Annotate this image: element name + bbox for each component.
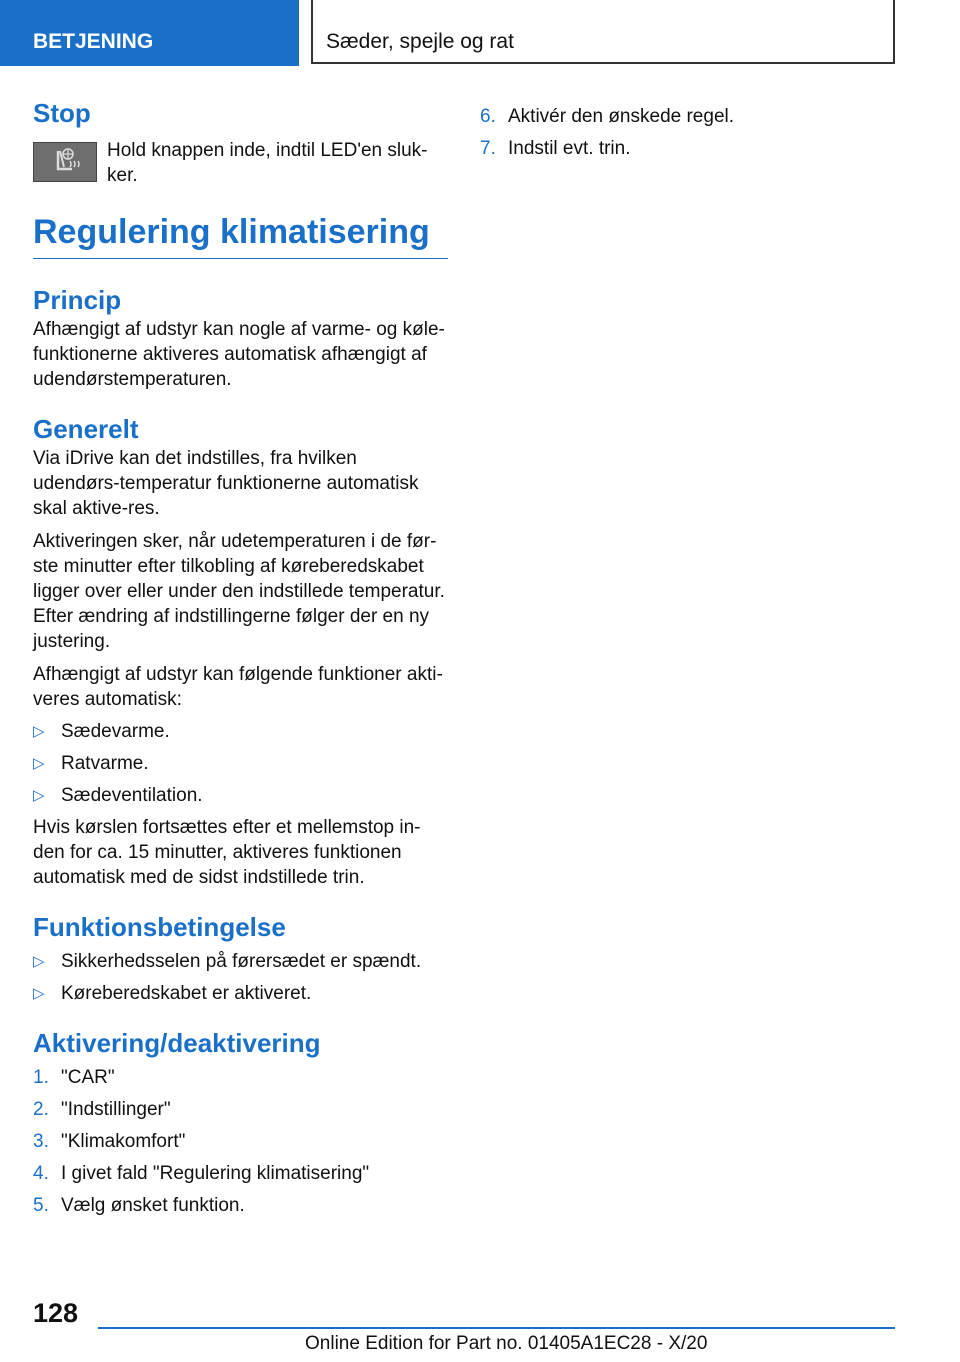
step-number: 7. bbox=[480, 138, 496, 159]
header-section-label: BETJENING bbox=[33, 30, 154, 53]
bullet-icon: ▷ bbox=[33, 953, 45, 970]
seat-ventilation-button-icon bbox=[33, 142, 97, 182]
generelt-heading: Generelt bbox=[33, 414, 139, 444]
list-item: 2. "Indstillinger" bbox=[33, 1099, 171, 1120]
list-item: ▷ Ratvarme. bbox=[33, 753, 149, 774]
footer-edition: Online Edition for Part no. 01405A1EC28 - X/20 bbox=[305, 1333, 708, 1354]
aktivering-heading: Aktivering/deaktivering bbox=[33, 1028, 321, 1058]
list-item: 3. "Klimakomfort" bbox=[33, 1131, 186, 1152]
bullet-icon: ▷ bbox=[33, 787, 45, 804]
generelt-paragraph-4: Hvis kørslen fortsættes efter et mellemstop in-den for ca. 15 minutter, aktiveres funktionen automatisk med de sidst indstillede trin. bbox=[33, 817, 421, 888]
step-number: 3. bbox=[33, 1131, 49, 1152]
left-column bbox=[33, 98, 448, 1218]
page-number: 128 bbox=[33, 1298, 79, 1328]
list-item: 4. I givet fald "Regulering klimatisering" bbox=[33, 1163, 370, 1184]
princip-text: Afhængigt af udstyr kan nogle af varme- og køle-funktionerne aktiveres automatisk afhængigt af udendørstemperaturen. bbox=[33, 319, 445, 390]
step-number: 2. bbox=[33, 1099, 49, 1120]
generelt-paragraph-3: Afhængigt af udstyr kan følgende funktioner akti-veres automatisk: bbox=[33, 664, 443, 710]
header-chapter-box bbox=[311, 0, 895, 64]
list-item: 7. Indstil evt. trin. bbox=[480, 138, 631, 159]
funktionsbetingelse-heading: Funktionsbetingelse bbox=[33, 912, 286, 942]
list-item: ▷ Sædeventilation. bbox=[33, 785, 203, 806]
bullet-icon: ▷ bbox=[33, 755, 45, 772]
funktionsbetingelse-bullet-list bbox=[33, 949, 448, 1006]
stop-text: Hold knappen inde, indtil LED'en sluk-ker. bbox=[107, 140, 428, 186]
stop-row bbox=[33, 138, 448, 196]
aktivering-steps-list bbox=[33, 1065, 448, 1218]
stop-heading: Stop bbox=[33, 98, 91, 128]
generelt-bullet-list bbox=[33, 719, 448, 808]
step-number: 1. bbox=[33, 1067, 49, 1088]
step-number: 4. bbox=[33, 1163, 49, 1184]
right-column bbox=[480, 104, 900, 161]
list-item: 1. "CAR" bbox=[33, 1067, 115, 1088]
bullet-icon: ▷ bbox=[33, 723, 45, 740]
step-number: 6. bbox=[480, 106, 496, 127]
bullet-icon: ▷ bbox=[33, 985, 45, 1002]
list-item: ▷ Køreberedskabet er aktiveret. bbox=[33, 983, 312, 1004]
list-item: 5. Vælg ønsket funktion. bbox=[33, 1195, 245, 1216]
list-item: ▷ Sikkerhedsselen på førersædet er spændt. bbox=[33, 951, 422, 972]
generelt-paragraph-2: Aktiveringen sker, når udetemperaturen i de før-ste minutter efter tilkobling af køreberedskabet ligger over eller under den indstillede temperatur. Efter ændring af indstillingerne følger der en ny justering. bbox=[33, 531, 445, 652]
list-item: 6. Aktivér den ønskede regel. bbox=[480, 106, 735, 127]
generelt-paragraph-1: Via iDrive kan det indstilles, fra hvilken udendørs-temperatur funktionerne automatisk skal aktive-res. bbox=[33, 448, 419, 519]
header-chapter-label: Sæder, spejle og rat bbox=[326, 30, 514, 53]
footer-divider bbox=[98, 1327, 895, 1329]
main-title: Regulering klimatisering bbox=[33, 212, 448, 259]
list-item: ▷ Sædevarme. bbox=[33, 721, 170, 742]
princip-heading: Princip bbox=[33, 285, 122, 315]
aktivering-steps-list-continued bbox=[480, 104, 900, 161]
header-section-tab bbox=[0, 0, 299, 66]
step-number: 5. bbox=[33, 1195, 49, 1216]
